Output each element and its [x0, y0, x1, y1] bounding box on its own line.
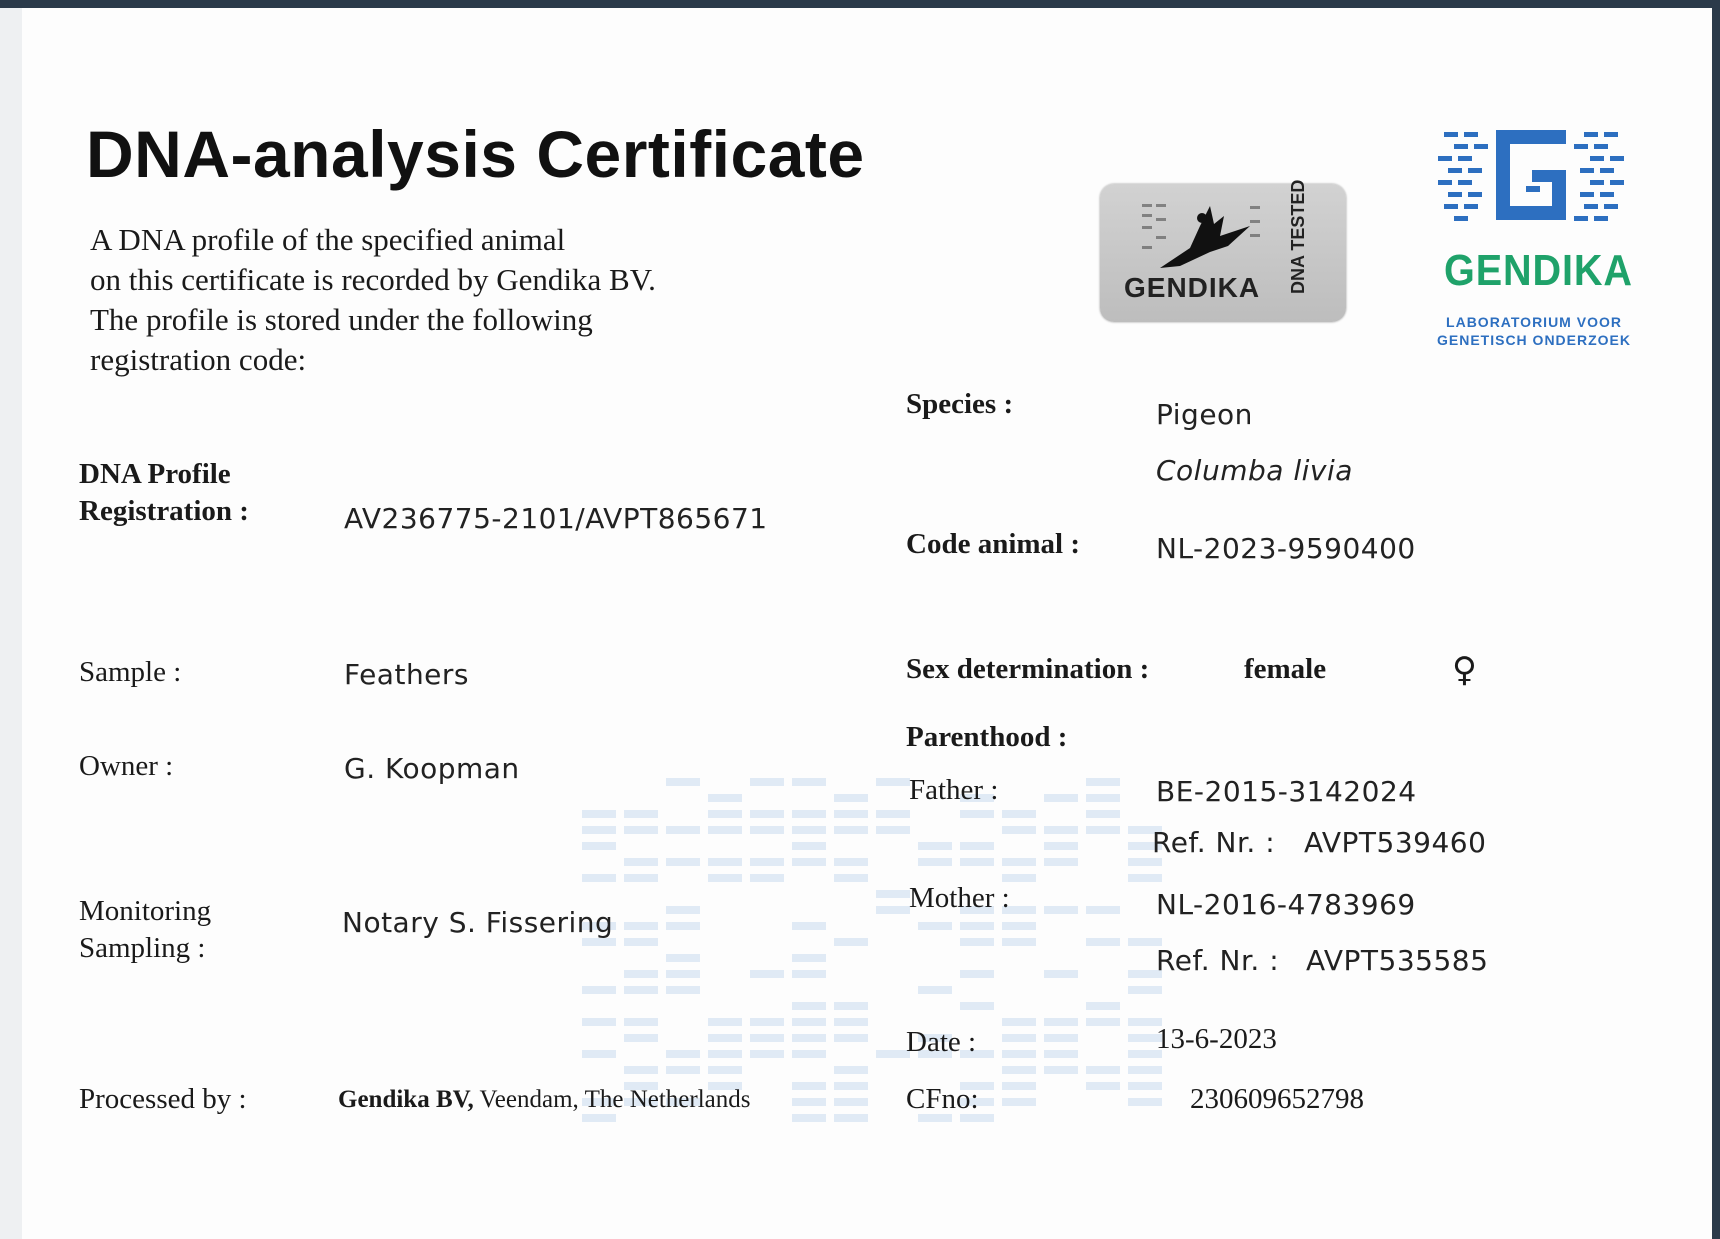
- watermark-dash: [960, 858, 994, 866]
- gendika-logo: [1434, 126, 1634, 356]
- watermark-dash: [834, 810, 868, 818]
- processed-value: [338, 1086, 751, 1114]
- watermark-dash: [624, 1034, 658, 1042]
- processed-location: Veendam, The Netherlands: [473, 1086, 751, 1113]
- watermark-dash: [1086, 778, 1120, 786]
- watermark-dash: [876, 1050, 910, 1058]
- watermark-dash: [582, 1050, 616, 1058]
- sample-label: Sample :: [79, 656, 182, 688]
- watermark-dash: [582, 810, 616, 818]
- species-latin: Columba livia: [1156, 454, 1353, 487]
- watermark-dash: [960, 938, 994, 946]
- logo-subtitle-1: LABORATORIUM VOOR: [1446, 314, 1622, 330]
- watermark-dash: [582, 842, 616, 850]
- watermark-dash: [1002, 1098, 1036, 1106]
- watermark-dash: [1086, 1066, 1120, 1074]
- watermark-dash: [624, 986, 658, 994]
- watermark-dash: [834, 826, 868, 834]
- watermark-dash: [1002, 1034, 1036, 1042]
- watermark-dash: [834, 794, 868, 802]
- watermark-dash: [666, 826, 700, 834]
- intro-text: [90, 220, 790, 380]
- sample-value: Feathers: [344, 658, 470, 691]
- watermark-dash: [918, 858, 952, 866]
- mother-ref-label: Ref. Nr. :: [1156, 944, 1280, 977]
- intro-line: registration code:: [90, 342, 307, 377]
- code-animal-label: Code animal :: [906, 528, 1080, 560]
- watermark-dash: [1086, 1082, 1120, 1090]
- stamp-tested-label: DNA TESTED: [1288, 179, 1308, 294]
- father-value: BE-2015-3142024: [1156, 775, 1417, 808]
- profile-label-line2: Registration :: [79, 495, 249, 527]
- watermark-dash: [960, 1002, 994, 1010]
- watermark-dash: [1128, 874, 1162, 882]
- watermark-dash: [792, 1082, 826, 1090]
- cfno-value: 230609652798: [1190, 1083, 1364, 1115]
- watermark-dash: [876, 778, 910, 786]
- processed-label: Processed by :: [79, 1083, 247, 1115]
- watermark-dash: [708, 874, 742, 882]
- father-ref-value: AVPT539460: [1304, 826, 1487, 859]
- watermark-dash: [708, 1066, 742, 1074]
- watermark-dash: [1002, 1018, 1036, 1026]
- certificate-card: [0, 8, 1712, 1239]
- watermark-dash: [708, 810, 742, 818]
- watermark-dash: [1086, 794, 1120, 802]
- intro-line: A DNA profile of the specified animal: [90, 222, 566, 257]
- watermark-dash: [1044, 842, 1078, 850]
- watermark-dash: [1086, 810, 1120, 818]
- profile-registration-value: AV236775-2101/AVPT865671: [344, 502, 768, 535]
- female-symbol-icon: ♀: [1452, 650, 1477, 690]
- watermark-dash: [1002, 810, 1036, 818]
- watermark-dash: [876, 890, 910, 898]
- watermark-dash: [582, 938, 616, 946]
- watermark-dash: [960, 842, 994, 850]
- watermark-dash: [834, 1098, 868, 1106]
- processed-company: Gendika BV,: [338, 1086, 474, 1113]
- watermark-dash: [876, 906, 910, 914]
- intro-line: The profile is stored under the following: [90, 302, 593, 337]
- watermark-dash: [1044, 858, 1078, 866]
- watermark-dash: [1044, 826, 1078, 834]
- watermark-dash: [624, 826, 658, 834]
- watermark-dash: [834, 874, 868, 882]
- watermark-dash: [834, 1114, 868, 1122]
- watermark-dash: [624, 922, 658, 930]
- watermark-dash: [1086, 938, 1120, 946]
- watermark-dash: [708, 1050, 742, 1058]
- watermark-dash: [750, 778, 784, 786]
- mother-value: NL-2016-4783969: [1156, 888, 1416, 921]
- monitoring-label-line1: Monitoring: [79, 895, 212, 927]
- watermark-dash: [750, 970, 784, 978]
- watermark-dash: [624, 938, 658, 946]
- mother-ref-value: AVPT535585: [1306, 944, 1489, 977]
- intro-line: on this certificate is recorded by Gendika BV.: [90, 262, 656, 297]
- watermark-dash: [876, 810, 910, 818]
- watermark-dash: [624, 970, 658, 978]
- watermark-pattern: [582, 778, 1182, 1138]
- watermark-dash: [792, 1050, 826, 1058]
- watermark-dash: [1002, 938, 1036, 946]
- watermark-dash: [666, 858, 700, 866]
- watermark-dash: [750, 826, 784, 834]
- certificate-title: DNA-analysis Certificate: [86, 117, 865, 191]
- logo-subtitle-2: GENETISCH ONDERZOEK: [1436, 332, 1631, 348]
- watermark-dash: [792, 778, 826, 786]
- watermark-dash: [1086, 826, 1120, 834]
- watermark-dash: [1002, 1050, 1036, 1058]
- watermark-dash: [834, 1034, 868, 1042]
- watermark-dash: [1002, 874, 1036, 882]
- watermark-dash: [918, 922, 952, 930]
- watermark-dash: [624, 810, 658, 818]
- species-label: Species :: [906, 388, 1014, 420]
- owner-value: G. Koopman: [344, 752, 520, 785]
- watermark-dash: [834, 1082, 868, 1090]
- monitoring-value: Notary S. Fissering: [342, 906, 614, 939]
- watermark-dash: [1044, 1018, 1078, 1026]
- watermark-dash: [1086, 1018, 1120, 1026]
- watermark-dash: [750, 858, 784, 866]
- watermark-dash: [792, 1098, 826, 1106]
- sex-label: Sex determination :: [906, 653, 1150, 685]
- watermark-dash: [1086, 906, 1120, 914]
- watermark-dash: [1044, 1066, 1078, 1074]
- sex-value: female: [1244, 653, 1327, 685]
- watermark-dash: [750, 1034, 784, 1042]
- watermark-dash: [1044, 794, 1078, 802]
- watermark-dash: [1002, 1066, 1036, 1074]
- watermark-dash: [582, 986, 616, 994]
- watermark-dash: [792, 842, 826, 850]
- watermark-dash: [582, 1114, 616, 1122]
- watermark-dash: [834, 938, 868, 946]
- watermark-dash: [1086, 1002, 1120, 1010]
- watermark-dash: [708, 826, 742, 834]
- watermark-dash: [834, 1018, 868, 1026]
- g-logo-icon: [1434, 126, 1634, 241]
- watermark-dash: [1044, 906, 1078, 914]
- watermark-dash: [624, 874, 658, 882]
- watermark-dash: [876, 826, 910, 834]
- date-value: 13-6-2023: [1156, 1023, 1277, 1055]
- watermark-dash: [666, 922, 700, 930]
- watermark-dash: [708, 1034, 742, 1042]
- watermark-dash: [666, 906, 700, 914]
- watermark-dash: [1044, 1050, 1078, 1058]
- watermark-dash: [1044, 970, 1078, 978]
- watermark-dash: [834, 1066, 868, 1074]
- watermark-dash: [1002, 826, 1036, 834]
- watermark-dash: [582, 874, 616, 882]
- watermark-dash: [666, 778, 700, 786]
- watermark-dash: [666, 1050, 700, 1058]
- watermark-dash: [960, 970, 994, 978]
- watermark-dash: [792, 810, 826, 818]
- watermark-dash: [666, 986, 700, 994]
- watermark-dash: [666, 1066, 700, 1074]
- watermark-dash: [582, 826, 616, 834]
- watermark-dash: [792, 1002, 826, 1010]
- watermark-dash: [1002, 1082, 1036, 1090]
- watermark-dash: [960, 810, 994, 818]
- watermark-dash: [792, 1034, 826, 1042]
- watermark-dash: [1128, 986, 1162, 994]
- watermark-dash: [750, 1018, 784, 1026]
- watermark-dash: [708, 794, 742, 802]
- watermark-dash: [1128, 1098, 1162, 1106]
- watermark-dash: [708, 858, 742, 866]
- stamp-brand: GENDIKA: [1124, 272, 1261, 303]
- watermark-dash: [792, 826, 826, 834]
- monitoring-label-line2: Sampling :: [79, 932, 206, 964]
- watermark-dash: [750, 874, 784, 882]
- watermark-dash: [960, 922, 994, 930]
- watermark-dash: [666, 954, 700, 962]
- watermark-dash: [792, 922, 826, 930]
- profile-label-line1: DNA Profile: [79, 458, 231, 490]
- watermark-dash: [792, 1018, 826, 1026]
- watermark-dash: [582, 1018, 616, 1026]
- mother-label: Mother :: [909, 882, 1010, 914]
- watermark-dash: [792, 954, 826, 962]
- watermark-dash: [834, 1002, 868, 1010]
- father-ref-label: Ref. Nr. :: [1152, 826, 1276, 859]
- watermark-dash: [624, 1066, 658, 1074]
- watermark-dash: [750, 1050, 784, 1058]
- watermark-dash: [624, 1018, 658, 1026]
- species-value: Pigeon: [1156, 398, 1253, 431]
- watermark-dash: [1128, 858, 1162, 866]
- watermark-dash: [1044, 1034, 1078, 1042]
- code-animal-value: NL-2023-9590400: [1156, 532, 1416, 565]
- watermark-dash: [834, 858, 868, 866]
- watermark-dash: [1002, 922, 1036, 930]
- watermark-dash: [708, 1018, 742, 1026]
- cfno-label: CFno:: [906, 1083, 979, 1115]
- watermark-dash: [1128, 1066, 1162, 1074]
- watermark-dash: [750, 810, 784, 818]
- watermark-dash: [792, 1114, 826, 1122]
- watermark-dash: [666, 970, 700, 978]
- dna-tested-stamp: [1100, 179, 1346, 322]
- owner-label: Owner :: [79, 750, 174, 782]
- watermark-dash: [1002, 858, 1036, 866]
- watermark-dash: [1128, 1082, 1162, 1090]
- date-label: Date :: [906, 1026, 977, 1058]
- watermark-dash: [624, 858, 658, 866]
- watermark-dash: [792, 970, 826, 978]
- watermark-dash: [792, 858, 826, 866]
- watermark-dash: [918, 842, 952, 850]
- father-label: Father :: [909, 774, 999, 806]
- watermark-dash: [918, 986, 952, 994]
- logo-wordmark: GENDIKA: [1444, 246, 1633, 295]
- parenthood-label: Parenthood :: [906, 721, 1068, 753]
